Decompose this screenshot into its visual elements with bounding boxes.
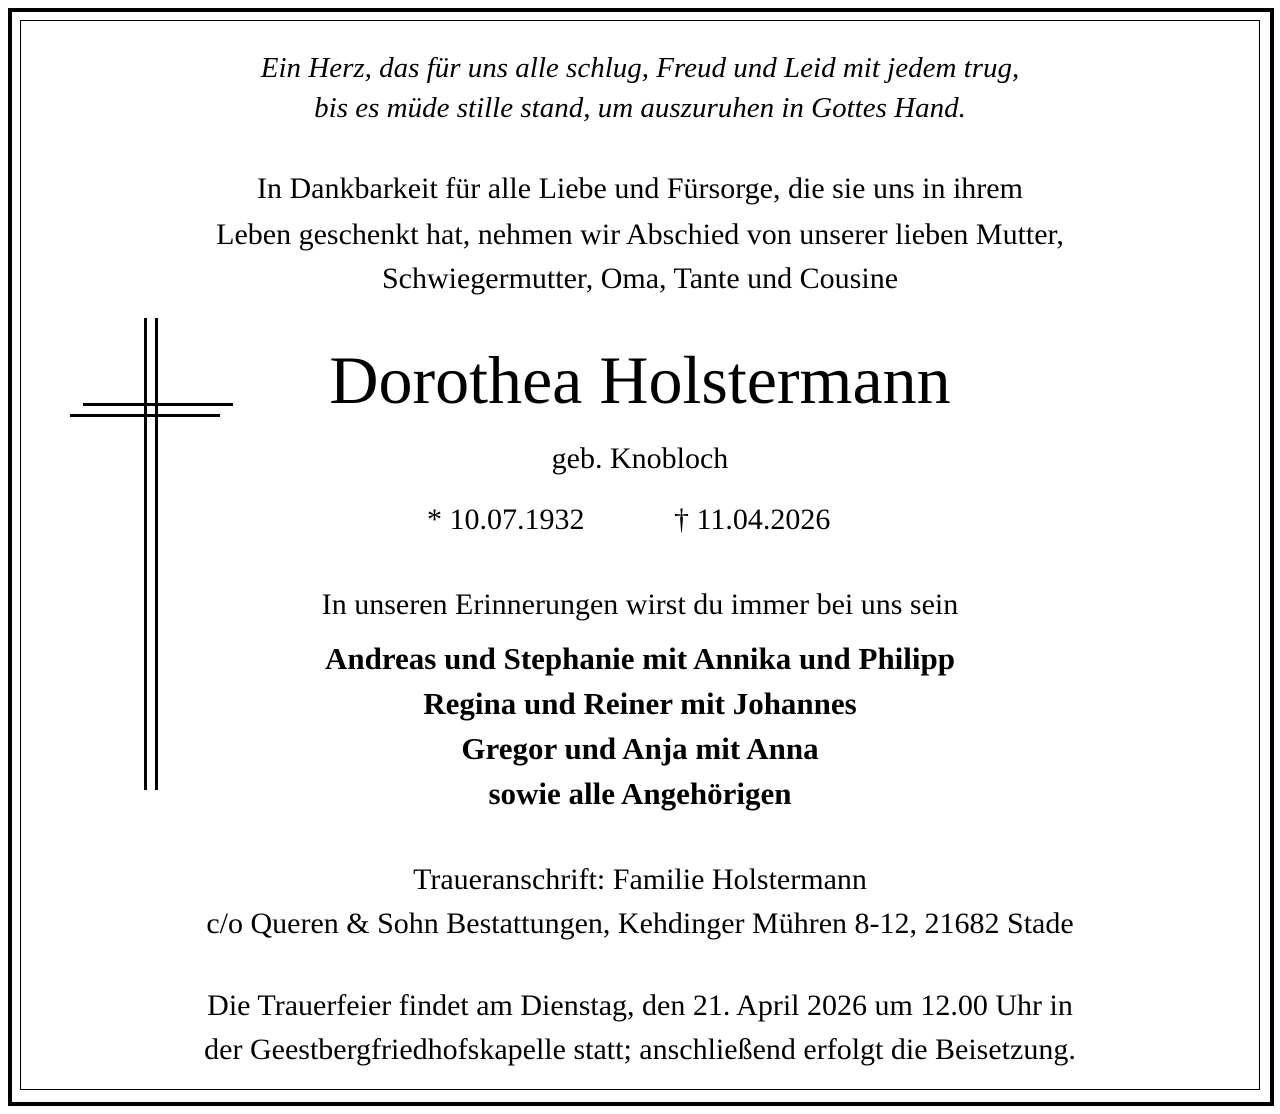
intro-line-3: Schwiegermutter, Oma, Tante und Cousine bbox=[381, 262, 899, 295]
address-line-2: c/o Queren & Sohn Bestattungen, Kehdinger Mühren 8-12, 21682 Stade bbox=[206, 907, 1074, 940]
intro-line-2: Leben geschenkt hat, nehmen wir Abschied von unserer lieben Mutter, bbox=[216, 218, 1064, 251]
remembrance-line: In unseren Erinnerungen wirst du immer bei uns sein bbox=[321, 588, 959, 621]
motto-line-2: bis es müde stille stand, um auszuruhen in Gottes Hand. bbox=[314, 92, 966, 124]
ceremony-line-2: der Geestbergfriedhofskapelle statt; anschließend erfolgt die Beisetzung. bbox=[204, 1033, 1076, 1066]
birth-date: * 10.07.1932 bbox=[427, 503, 585, 536]
address-line-1: Traueranschrift: Familie Holstermann bbox=[413, 863, 867, 896]
birth-name: geb. Knobloch bbox=[551, 442, 729, 475]
death-date: † 11.04.2026 bbox=[674, 503, 831, 536]
family-line-2: Regina und Reiner mit Johannes bbox=[423, 686, 857, 721]
intro-line-1: In Dankbarkeit für alle Liebe und Fürsorge, die sie uns in ihrem bbox=[257, 172, 1023, 205]
motto-line-1: Ein Herz, das für uns alle schlug, Freud und Leid mit jedem trug, bbox=[260, 52, 1020, 84]
family-line-4: sowie alle Angehörigen bbox=[488, 776, 792, 811]
deceased-name: Dorothea Holstermann bbox=[329, 342, 951, 418]
ceremony-line-1: Die Trauerfeier findet am Dienstag, den 21. April 2026 um 12.00 Uhr in bbox=[207, 989, 1073, 1022]
family-line-3: Gregor und Anja mit Anna bbox=[461, 731, 819, 766]
family-line-1: Andreas und Stephanie mit Annika und Philipp bbox=[324, 641, 956, 676]
